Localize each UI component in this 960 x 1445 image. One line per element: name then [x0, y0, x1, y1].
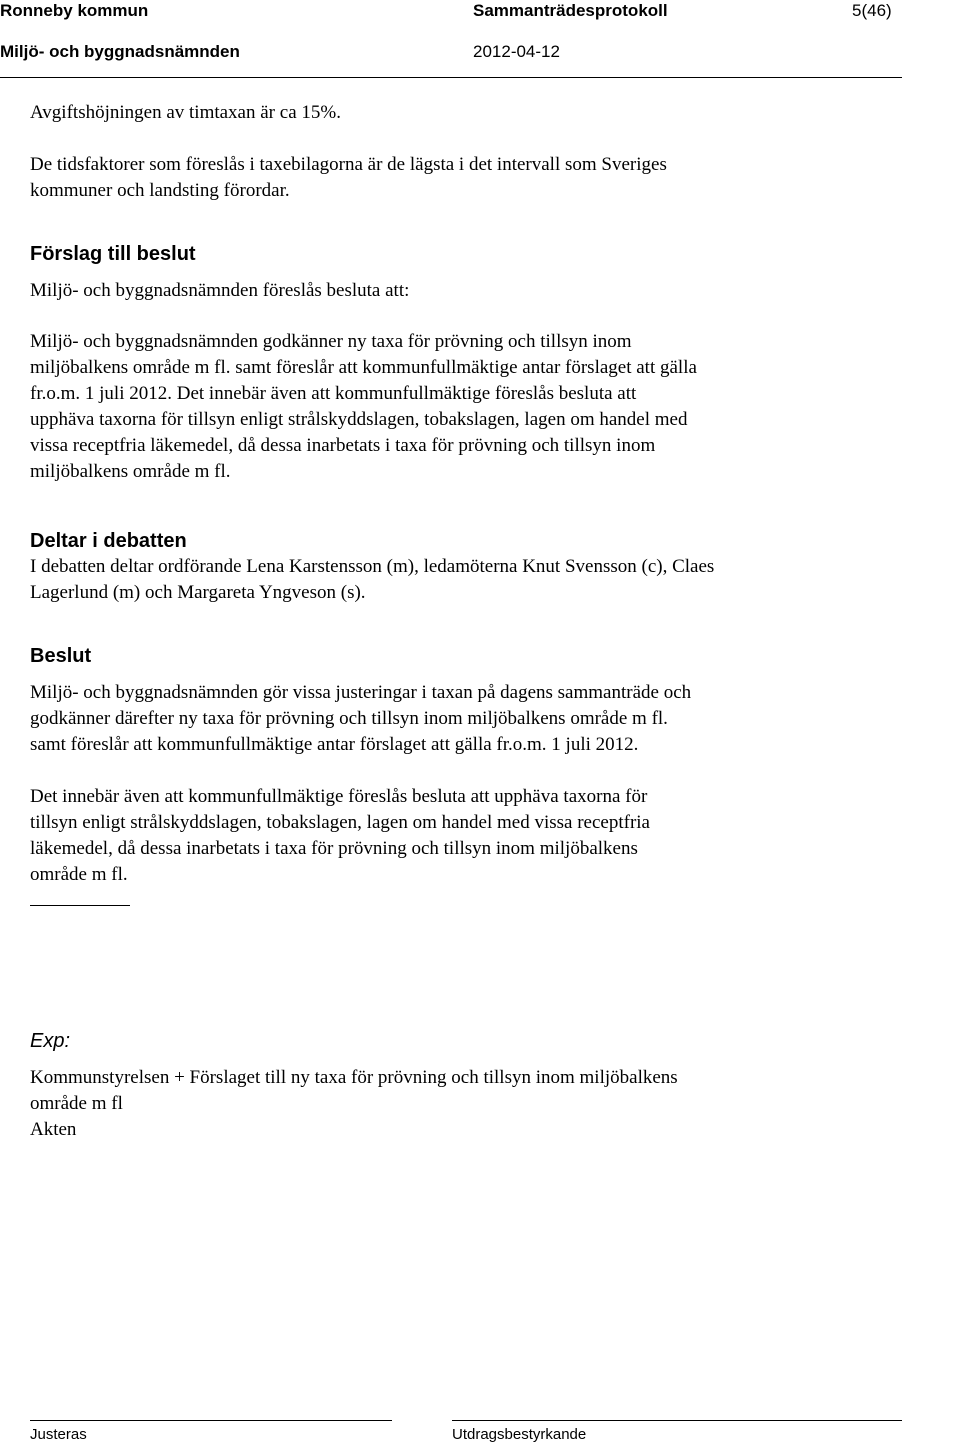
text-line: Det innebär även att kommunfullmäktige föreslås besluta att upphäva taxorna för: [30, 786, 648, 807]
header-page-number: 5(46): [852, 1, 892, 20]
heading-debatt: Deltar i debatten: [30, 530, 187, 552]
text-line: samt föreslår att kommunfullmäktige antar förslaget att gälla fr.o.m. 1 juli 2012.: [30, 734, 639, 755]
paragraph-forslag-intro: [30, 278, 409, 304]
text-line: kommuner och landsting förordar.: [30, 180, 290, 201]
text-line: upphäva taxorna för tillsyn enligt strålskyddslagen, tobakslagen, lagen om handel med: [30, 409, 688, 430]
text-line: Avgiftshöjningen av timtaxan är ca 15%.: [30, 102, 341, 123]
text-line: miljöbalkens område m fl. samt föreslår att kommunfullmäktige antar förslaget att gälla: [30, 357, 697, 378]
text-line: Kommunstyrelsen + Förslaget till ny taxa för prövning och tillsyn inom miljöbalkens: [30, 1067, 678, 1088]
section-end-rule: [30, 905, 130, 906]
text-segment: fr.o.m. 1 juli 2012.: [30, 383, 172, 404]
paragraph-beslut: [30, 680, 691, 758]
text-line: läkemedel, då dessa inarbetats i taxa för prövning och tillsyn inom miljöbalkens: [30, 838, 638, 859]
text-line: tillsyn enligt strålskyddslagen, tobakslagen, lagen om handel med vissa receptfria: [30, 812, 650, 833]
paragraph-debatt: [30, 554, 714, 606]
text-line: Lagerlund (m) och Margareta Yngveson (s).: [30, 582, 366, 603]
paragraph-exp: [30, 1065, 678, 1143]
footer-rule-right: [452, 1420, 902, 1421]
exp-label: Exp:: [30, 1030, 71, 1052]
heading-beslut: Beslut: [30, 645, 92, 667]
header-divider: [0, 77, 902, 78]
text-line: godkänner därefter ny taxa för prövning och tillsyn inom miljöbalkens område m fl.: [30, 708, 668, 729]
header-doc-type: Sammanträdesprotokoll: [473, 1, 668, 20]
text-line: I debatten deltar ordförande Lena Karstensson (m), ledamöterna Knut Svensson (c), Claes: [30, 556, 715, 577]
text-line: vissa receptfria läkemedel, då dessa inarbetats i taxa för prövning och tillsyn inom: [30, 435, 656, 456]
text-line: De tidsfaktorer som föreslås i taxebilagorna är de lägsta i det intervall som Sveriges: [30, 154, 667, 175]
text-line: Akten: [30, 1119, 77, 1140]
text-line: område m fl: [30, 1093, 123, 1114]
text-segment: Det innebär även att kommunfullmäktige föreslås besluta att: [171, 383, 637, 404]
paragraph-fee-increase: [30, 100, 341, 126]
paragraph-time-factors: [30, 152, 667, 204]
header-board: Miljö- och byggnadsnämnden: [0, 42, 240, 61]
text-line: [30, 381, 697, 407]
footer-utdragsbestyrkande: Utdragsbestyrkande: [452, 1426, 587, 1443]
footer-justeras: Justeras: [30, 1426, 87, 1443]
heading-forslag: Förslag till beslut: [30, 243, 196, 265]
text-line: område m fl.: [30, 864, 128, 885]
text-line: miljöbalkens område m fl.: [30, 461, 231, 482]
text-line: Miljö- och byggnadsnämnden godkänner ny taxa för prövning och tillsyn inom: [30, 331, 632, 352]
header-date: 2012-04-12: [473, 42, 560, 61]
paragraph-beslut-2: [30, 784, 650, 888]
text-line: Miljö- och byggnadsnämnden föreslås besluta att:: [30, 280, 410, 301]
header-municipality: Ronneby kommun: [0, 1, 149, 20]
footer-rule-left: [30, 1420, 392, 1421]
text-line: Miljö- och byggnadsnämnden gör vissa justeringar i taxan på dagens sammanträde och: [30, 682, 692, 703]
paragraph-forslag: [30, 329, 697, 485]
